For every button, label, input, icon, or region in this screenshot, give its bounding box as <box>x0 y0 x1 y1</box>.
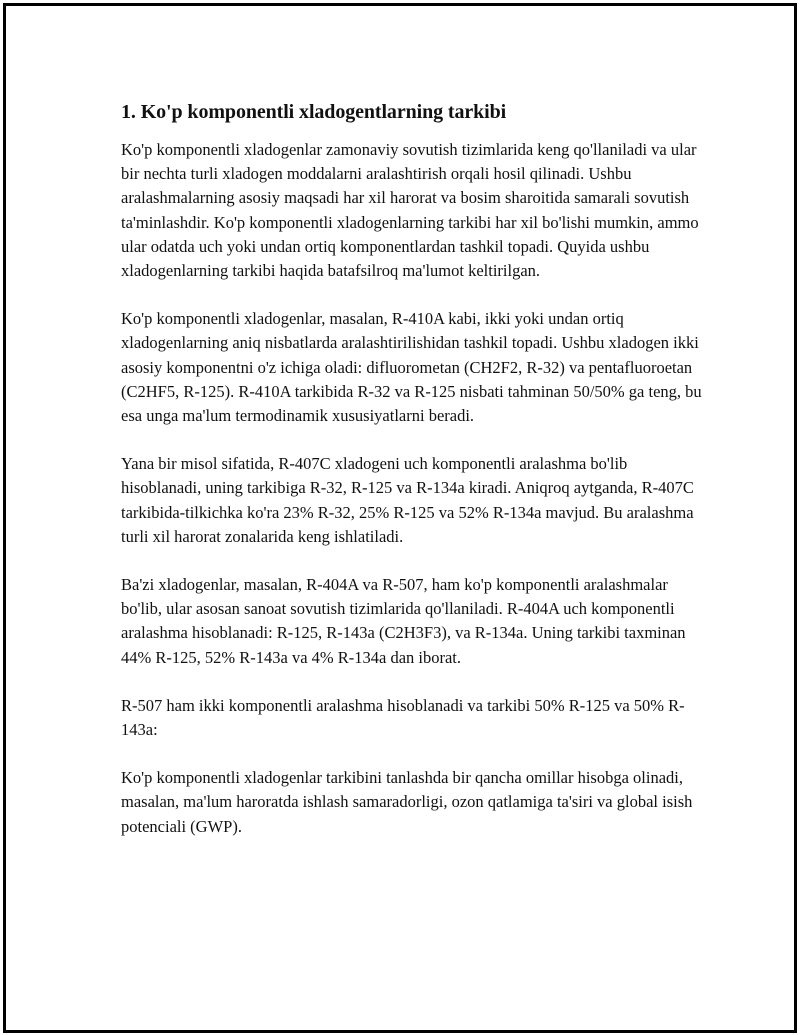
paragraph-r407c: Yana bir misol sifatida, R-407C xladogeni uch komponentli aralashma bo'lib hisoblanadi, uning tarkibiga R-32, R-125 va R-134a kiradi. Aniqroq aytganda, R-407C tarkibida-tilkichka ko'ra 23% R-32, 25% R-125 va 52% R-134a mavjud. Bu aralashma turli xil harorat zonalarida keng ishlatiladi. <box>121 454 694 546</box>
paragraph-intro: Ko'p komponentli xladogenlar zamonaviy sovutish tizimlarida keng qo'llaniladi va ular bir nechta turli xladogen moddalarni aralashtirish orqali hosil qilinadi. Ushbu aralashmalarning asosiy maqsadi har xil harorat va bosim sharoitida samarali sovutish ta'minlashdir. Ko'p komponentli xladogenlarning tarkibi har xil bo'lishi mumkin, ammo ular odatda uch yoki undan ortiq komponentlardan tashkil topadi. Quyida ushbu xladogenlarning tarkibi haqida batafsilroq ma'lumot keltirilgan. <box>121 140 699 281</box>
paragraph-r404a: Ba'zi xladogenlar, masalan, R-404A va R-507, ham ko'p komponentli aralashmalar bo'lib, ular asosan sanoat sovutish tizimlarida qo'llaniladi. R-404A uch komponentli aralashma hisoblanadi: R-125, R-143a (C2H3F3), va R-134a. Uning tarkibi taxminan 44% R-125, 52% R-143a va 4% R-134a dan iborat. <box>121 575 686 667</box>
document-title: 1. Ko'p komponentli xladogentlarning tarkibi <box>121 101 507 123</box>
paragraph-r507: R-507 ham ikki komponentli aralashma hisoblanadi va tarkibi 50% R-125 va 50% R-143a: <box>121 695 685 740</box>
paragraph-selection-factors: Ko'p komponentli xladogenlar tarkibini tanlashda bir qancha omillar hisobga olinadi, masalan, ma'lum haroratda ishlash samaradorligi, ozon qatlamiga ta'siri va global isish potenciali (GWP). <box>121 768 693 836</box>
paragraph-r410a: Ko'p komponentli xladogenlar, masalan, R-410A kabi, ikki yoki undan ortiq xladogenlarning aniq nisbatlarda aralashtirilishidan tashkil topadi. Ushbu xladogen ikki asosiy komponentni o'z ichiga oladi: difluorometan (CH2F2, R-32) va pentafluoroetan (C2HF5, R-125). R-410A tarkibida R-32 va R-125 nisbati tahminan 50/50% ga teng, bu esa unga ma'lum termodinamik xususiyatlarni beradi. <box>121 309 702 426</box>
document-body <box>121 98 711 863</box>
page-frame <box>3 3 797 1033</box>
